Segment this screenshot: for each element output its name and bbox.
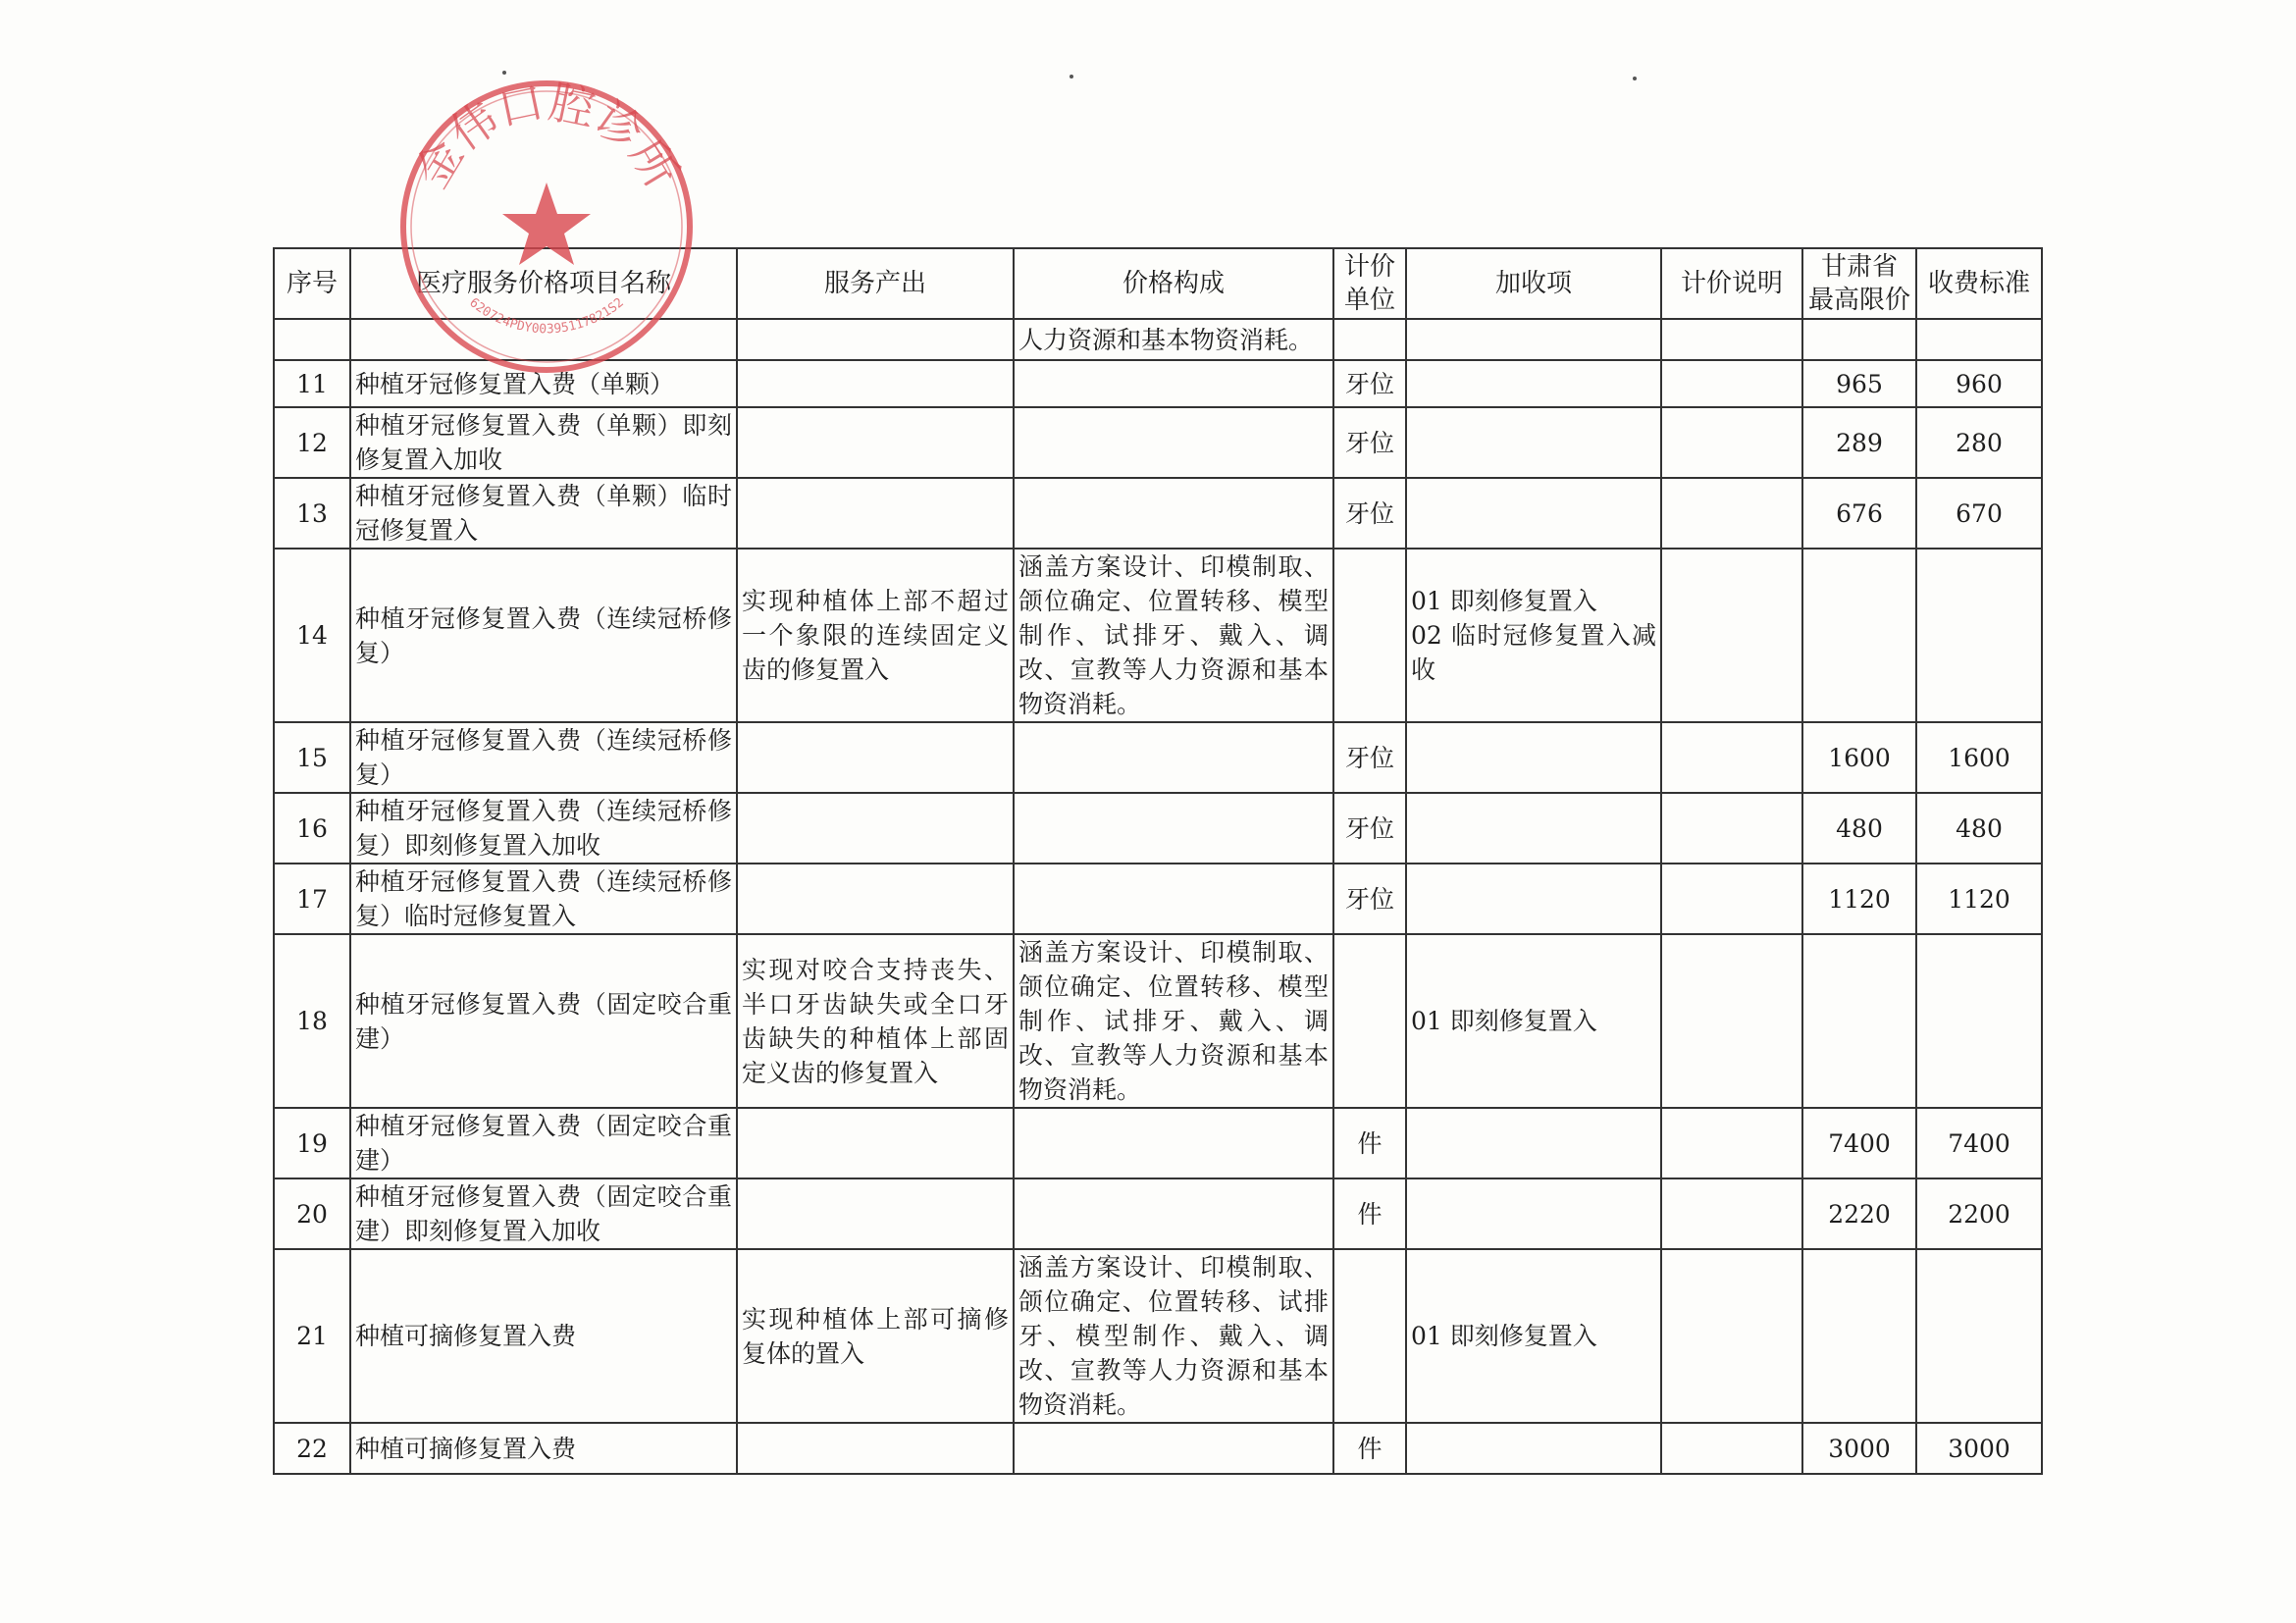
scan-speck [1633,77,1637,80]
cell-no: 12 [274,407,350,478]
table-row [274,1249,2042,1423]
cell-unit: 牙位 [1333,722,1406,793]
cell-output [737,1108,1014,1178]
cell-output [737,407,1014,478]
cell-name: 种植牙冠修复置入费（连续冠桥修复）临时冠修复置入 [350,864,737,934]
cell-unit: 件 [1333,1178,1406,1249]
cell-output: 实现种植体上部不超过一个象限的连续固定义齿的修复置入 [737,549,1014,722]
cell-output [737,864,1014,934]
cell-additional [1406,864,1661,934]
cell-additional [1406,793,1661,864]
table-row [274,1423,2042,1474]
cell-max-price [1802,934,1916,1108]
header-max-price-line2: 最高限价 [1807,286,1910,315]
cell-name: 种植牙冠修复置入费（连续冠桥修复） [350,549,737,722]
cell-no: 21 [274,1249,350,1423]
header-unit-line1: 计价 [1343,252,1395,282]
cell-composition [1014,360,1333,407]
header-explanation: 计价说明 [1661,248,1802,319]
cell-name: 种植牙冠修复置入费（固定咬合重建） [350,934,737,1108]
cell-unit [1333,549,1406,722]
cell-composition: 涵盖方案设计、印模制取、颌位确定、位置转移、模型制作、试排牙、戴入、调改、宣教等人力资源和基本物资消耗。 [1014,549,1333,722]
cell-composition [1014,864,1333,934]
header-composition: 价格构成 [1014,248,1333,319]
cell-output [737,478,1014,549]
cell-explanation [1661,722,1802,793]
continuation-cell-name [350,319,737,360]
cell-unit: 件 [1333,1108,1406,1178]
cell-fee: 280 [1916,407,2042,478]
cell-no: 17 [274,864,350,934]
cell-output [737,793,1014,864]
table-row [274,360,2042,407]
cell-additional: 01 即刻修复置入 [1406,934,1661,1108]
cell-name: 种植牙冠修复置入费（单颗） [350,360,737,407]
cell-output [737,722,1014,793]
cell-composition [1014,407,1333,478]
cell-additional [1406,1108,1661,1178]
cell-fee: 670 [1916,478,2042,549]
continuation-cell-no [274,319,350,360]
cell-no: 15 [274,722,350,793]
cell-explanation [1661,360,1802,407]
header-fee: 收费标准 [1916,248,2042,319]
cell-fee: 1600 [1916,722,2042,793]
table-row [274,793,2042,864]
cell-composition [1014,1108,1333,1178]
cell-name: 种植牙冠修复置入费（单颗）即刻修复置入加收 [350,407,737,478]
cell-composition [1014,1178,1333,1249]
cell-explanation [1661,793,1802,864]
cell-fee: 1120 [1916,864,2042,934]
cell-max-price: 480 [1802,793,1916,864]
cell-explanation [1661,1423,1802,1474]
cell-additional [1406,549,1661,722]
additional-item: 01 即刻修复置入 [1411,587,1597,615]
cell-unit: 牙位 [1333,407,1406,478]
cell-no: 13 [274,478,350,549]
cell-fee [1916,1249,2042,1423]
cell-unit [1333,934,1406,1108]
cell-fee: 7400 [1916,1108,2042,1178]
cell-max-price: 965 [1802,360,1916,407]
cell-output [737,1178,1014,1249]
cell-unit: 牙位 [1333,478,1406,549]
cell-max-price: 676 [1802,478,1916,549]
continuation-cell-fee [1916,319,2042,360]
cell-unit: 件 [1333,1423,1406,1474]
cell-additional [1406,722,1661,793]
header-max-price-line1: 甘肃省 [1820,252,1898,282]
price-table [273,247,2043,1475]
cell-explanation [1661,1178,1802,1249]
continuation-cell-additional [1406,319,1661,360]
continuation-row [274,319,2042,360]
continuation-cell-max-price [1802,319,1916,360]
cell-no: 11 [274,360,350,407]
cell-max-price: 289 [1802,407,1916,478]
cell-additional [1406,1178,1661,1249]
cell-explanation [1661,934,1802,1108]
cell-name: 种植可摘修复置入费 [350,1249,737,1423]
cell-unit: 牙位 [1333,793,1406,864]
cell-fee: 480 [1916,793,2042,864]
continuation-cell-output [737,319,1014,360]
cell-no: 18 [274,934,350,1108]
cell-name: 种植牙冠修复置入费（固定咬合重建） [350,1108,737,1178]
cell-max-price: 1120 [1802,864,1916,934]
cell-no: 14 [274,549,350,722]
table-row [274,549,2042,722]
continuation-cell-explanation [1661,319,1802,360]
cell-output: 实现对咬合支持丧失、半口牙齿缺失或全口牙齿缺失的种植体上部固定义齿的修复置入 [737,934,1014,1108]
cell-no: 19 [274,1108,350,1178]
cell-fee [1916,934,2042,1108]
table-row [274,407,2042,478]
header-additional: 加收项 [1406,248,1661,319]
header-unit-line2: 单位 [1343,286,1395,315]
cell-additional [1406,1423,1661,1474]
header-no: 序号 [274,248,350,319]
cell-fee [1916,549,2042,722]
table-row [274,1178,2042,1249]
cell-no: 16 [274,793,350,864]
cell-output: 实现种植体上部可摘修复体的置入 [737,1249,1014,1423]
cell-max-price [1802,549,1916,722]
cell-additional [1406,478,1661,549]
header-max-price [1802,248,1916,319]
cell-fee: 960 [1916,360,2042,407]
cell-unit: 牙位 [1333,864,1406,934]
cell-additional: 01 即刻修复置入 [1406,1249,1661,1423]
header-name: 医疗服务价格项目名称 [350,248,737,319]
cell-no: 20 [274,1178,350,1249]
cell-explanation [1661,1108,1802,1178]
header-output: 服务产出 [737,248,1014,319]
cell-explanation [1661,1249,1802,1423]
scan-speck [1070,75,1073,79]
cell-additional [1406,407,1661,478]
cell-no: 22 [274,1423,350,1474]
cell-output [737,1423,1014,1474]
scan-speck [502,71,506,75]
table-row [274,934,2042,1108]
cell-composition [1014,793,1333,864]
cell-name: 种植牙冠修复置入费（固定咬合重建）即刻修复置入加收 [350,1178,737,1249]
table-row [274,864,2042,934]
cell-explanation [1661,407,1802,478]
cell-output [737,360,1014,407]
cell-explanation [1661,478,1802,549]
cell-max-price: 7400 [1802,1108,1916,1178]
cell-composition: 涵盖方案设计、印模制取、颌位确定、位置转移、试排牙、模型制作、戴入、调改、宣教等人力资源和基本物资消耗。 [1014,1249,1333,1423]
additional-item: 02 临时冠修复置入减收 [1411,621,1656,684]
cell-composition [1014,1423,1333,1474]
table-row [274,478,2042,549]
cell-max-price [1802,1249,1916,1423]
cell-composition: 涵盖方案设计、印模制取、颌位确定、位置转移、模型制作、试排牙、戴入、调改、宣教等人力资源和基本物资消耗。 [1014,934,1333,1108]
cell-name: 种植牙冠修复置入费（连续冠桥修复） [350,722,737,793]
cell-explanation [1661,864,1802,934]
seal-text: 金伟口腔诊所 [404,75,689,197]
cell-unit: 牙位 [1333,360,1406,407]
continuation-cell-composition: 人力资源和基本物资消耗。 [1014,319,1333,360]
table-row [274,1108,2042,1178]
cell-max-price: 2220 [1802,1178,1916,1249]
cell-name: 种植牙冠修复置入费（单颗）临时冠修复置入 [350,478,737,549]
cell-max-price: 1600 [1802,722,1916,793]
cell-unit [1333,1249,1406,1423]
cell-explanation [1661,549,1802,722]
header-unit [1333,248,1406,319]
cell-composition [1014,722,1333,793]
seal-code: 620724PDY00395117821S2 [466,295,627,338]
cell-additional [1406,360,1661,407]
continuation-cell-unit [1333,319,1406,360]
cell-fee: 3000 [1916,1423,2042,1474]
cell-name: 种植牙冠修复置入费（连续冠桥修复）即刻修复置入加收 [350,793,737,864]
cell-max-price: 3000 [1802,1423,1916,1474]
table-header-row [274,248,2042,319]
cell-name: 种植可摘修复置入费 [350,1423,737,1474]
cell-composition [1014,478,1333,549]
table-row [274,722,2042,793]
cell-fee: 2200 [1916,1178,2042,1249]
